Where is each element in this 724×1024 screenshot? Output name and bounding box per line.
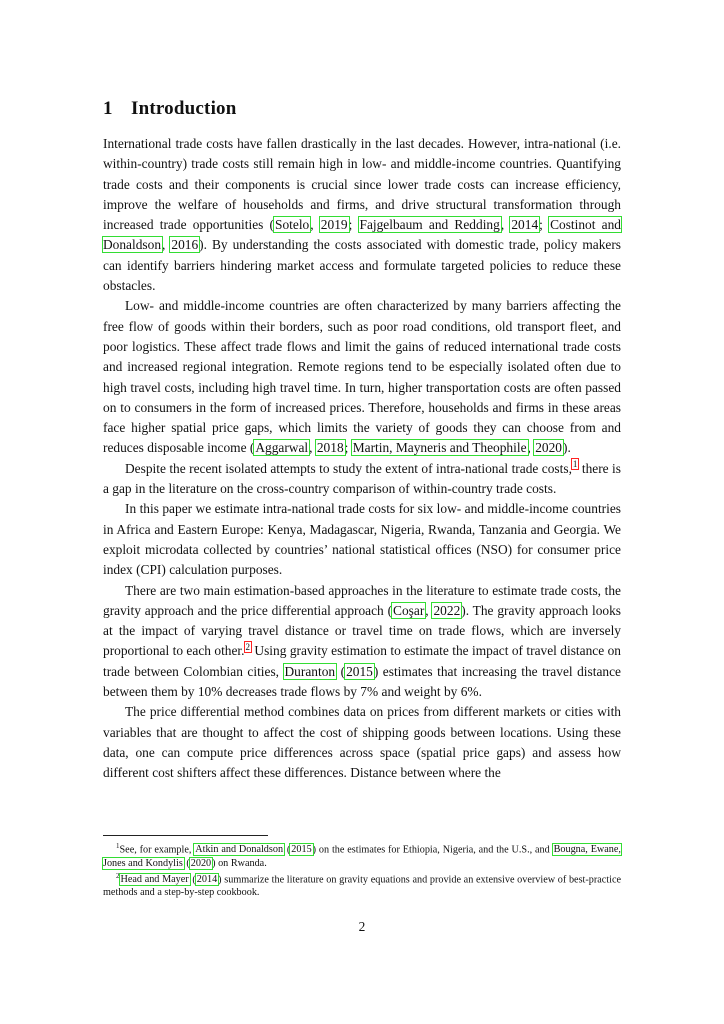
text: The price differential method combines data on prices from different markets or cities with variables that are thought to affect the cost of shipping goods between locations. Using these data, one can compute price differences across space (spatial price gaps) and assess how different cost shifters affect these differences. Distance between where the [103,704,621,781]
paragraph-3 [103,459,621,500]
citation-sotelo-year[interactable]: 2019 [320,217,348,233]
paragraph-6 [103,702,621,783]
text: ). [563,440,571,456]
text: ) on the estimates for Ethiopia, Nigeria, and the U.S., and [312,844,553,856]
text: See, for example, [119,844,195,856]
citation-aggarwal-year[interactable]: 2018 [316,440,344,456]
text: ( [284,844,291,856]
paragraph-4 [103,499,621,580]
footnote-1-mark: 1 [116,842,120,850]
citation-duranton-year[interactable]: 2015 [346,663,373,679]
citation-martin-year[interactable]: 2020 [535,440,562,456]
citation-head-name[interactable]: Head and Mayer [120,874,189,886]
text: ( [183,857,190,869]
footnote-1 [103,840,621,870]
text: , [527,440,535,456]
citation-fajgelbaum-name[interactable]: Fajgelbaum and Redding [359,217,500,233]
text: Despite the recent isolated attempts to study the extent of intra-national trade costs, [125,460,572,476]
text: ( [189,874,196,886]
citation-sotelo-name[interactable]: Sotelo [275,217,310,233]
citation-fajgelbaum-year[interactable]: 2014 [511,217,539,233]
paragraph-5 [103,581,621,703]
text: There are two main estimation-based approaches in the literature to estimate trade costs, the gravity approach and the price differential approach ( [103,582,621,618]
text: ; [344,440,352,456]
citation-atkin-year[interactable]: 2015 [291,844,312,856]
paragraph-1 [103,134,621,296]
text: Low- and middle-income countries are often characterized by many barriers affecting the free flow of goods within their borders, such as poor road conditions, old transport fleet, and poor logistics. These affect trade flows and limit the gains of reduced international trade costs and increased regional integration. Remote regions tend to be especially isolated often due to high travel costs, including high travel time. In turn, higher transportation costs are often passed on to consumers in the form of increased prices. Therefore, households and firms in these areas face higher spatial price gaps, which limits the variety of goods they can choose from and reduces disposable income ( [103,298,621,456]
text: ; [539,217,550,233]
section-number: 1 [103,98,113,119]
section-title: Introduction [131,98,237,119]
citation-cosar-name[interactable]: Coşar [393,602,425,618]
text: ). The gravity approach looks at the impact of varying travel distance or travel time on trade flows, which are inversely proportional to each other. [103,602,621,659]
text: ( [336,663,346,679]
text: there is a gap in the literature on the cross-country comparison of within-country trade costs. [103,460,621,497]
text: International trade costs have fallen drastically in the last decades. However, intra-national (i.e. within-country) trade costs still remain high in low- and middle-income countries. Quantifying trade costs and their components is crucial since lower trade costs can increase efficiency, improve the welfare of households and firms, and drive structural transformation through increased trade opportunities ( [103,136,621,233]
citation-costinot-name[interactable]: Costinot and Donaldson [103,217,621,253]
text: ) estimates that increasing the travel distance between them by 10% decreases trade flows by 7% and weight by 6%. [103,663,621,700]
footnote-2-mark: 2 [116,871,120,880]
footnote-rule [103,835,268,836]
text: Using gravity estimation to estimate the impact of travel distance on trade between Colombian cities, [103,643,621,679]
citation-bougna-year[interactable]: 2020 [190,857,212,869]
text: , [162,237,171,253]
body-text [103,134,621,784]
text: ). By understanding the costs associated with domestic trade, policy makers can identify barriers hindering market access and formulate targeted policies to reduce these obstacles. [103,237,622,294]
paragraph-2 [103,296,621,458]
section-heading [103,98,237,120]
text: , [310,217,320,233]
text: ; [348,217,359,233]
text: , [425,602,433,618]
citation-martin-name[interactable]: Martin, Mayneris and Theophile [352,440,527,456]
footnote-mark-2[interactable]: 2 [245,641,250,652]
text: , [309,440,316,456]
text: In this paper we estimate intra-national trade costs for six low- and middle-income countries in Africa and Eastern Europe: Kenya, Madagascar, Nigeria, Rwanda, Tanzania and Georgia. We exploit microdata collected by countries’ national statistical offices (NSO) for consumer price index (CPI) calculation purposes. [103,501,621,578]
page-number: 2 [358,919,366,934]
citation-duranton-name[interactable]: Duranton [284,663,336,679]
text: ) on Rwanda. [212,857,267,869]
citation-cosar-year[interactable]: 2022 [433,602,461,618]
citation-costinot-year[interactable]: 2016 [171,237,199,253]
footnote-2 [103,870,621,900]
text: ) summarize the literature on gravity equations and provide an extensive overview of best-practice methods and a step-by-step cookbook. [103,874,621,899]
text: , [500,217,511,233]
citation-atkin-name[interactable]: Atkin and Donaldson [195,844,284,856]
citation-aggarwal-name[interactable]: Aggarwal [255,440,309,456]
citation-head-year[interactable]: 2014 [196,874,218,886]
footnotes [103,840,621,900]
citation-bougna-name[interactable]: Bougna, Ewane, Jones and Kondylis [103,844,621,869]
footnote-mark-1[interactable]: 1 [572,459,578,470]
